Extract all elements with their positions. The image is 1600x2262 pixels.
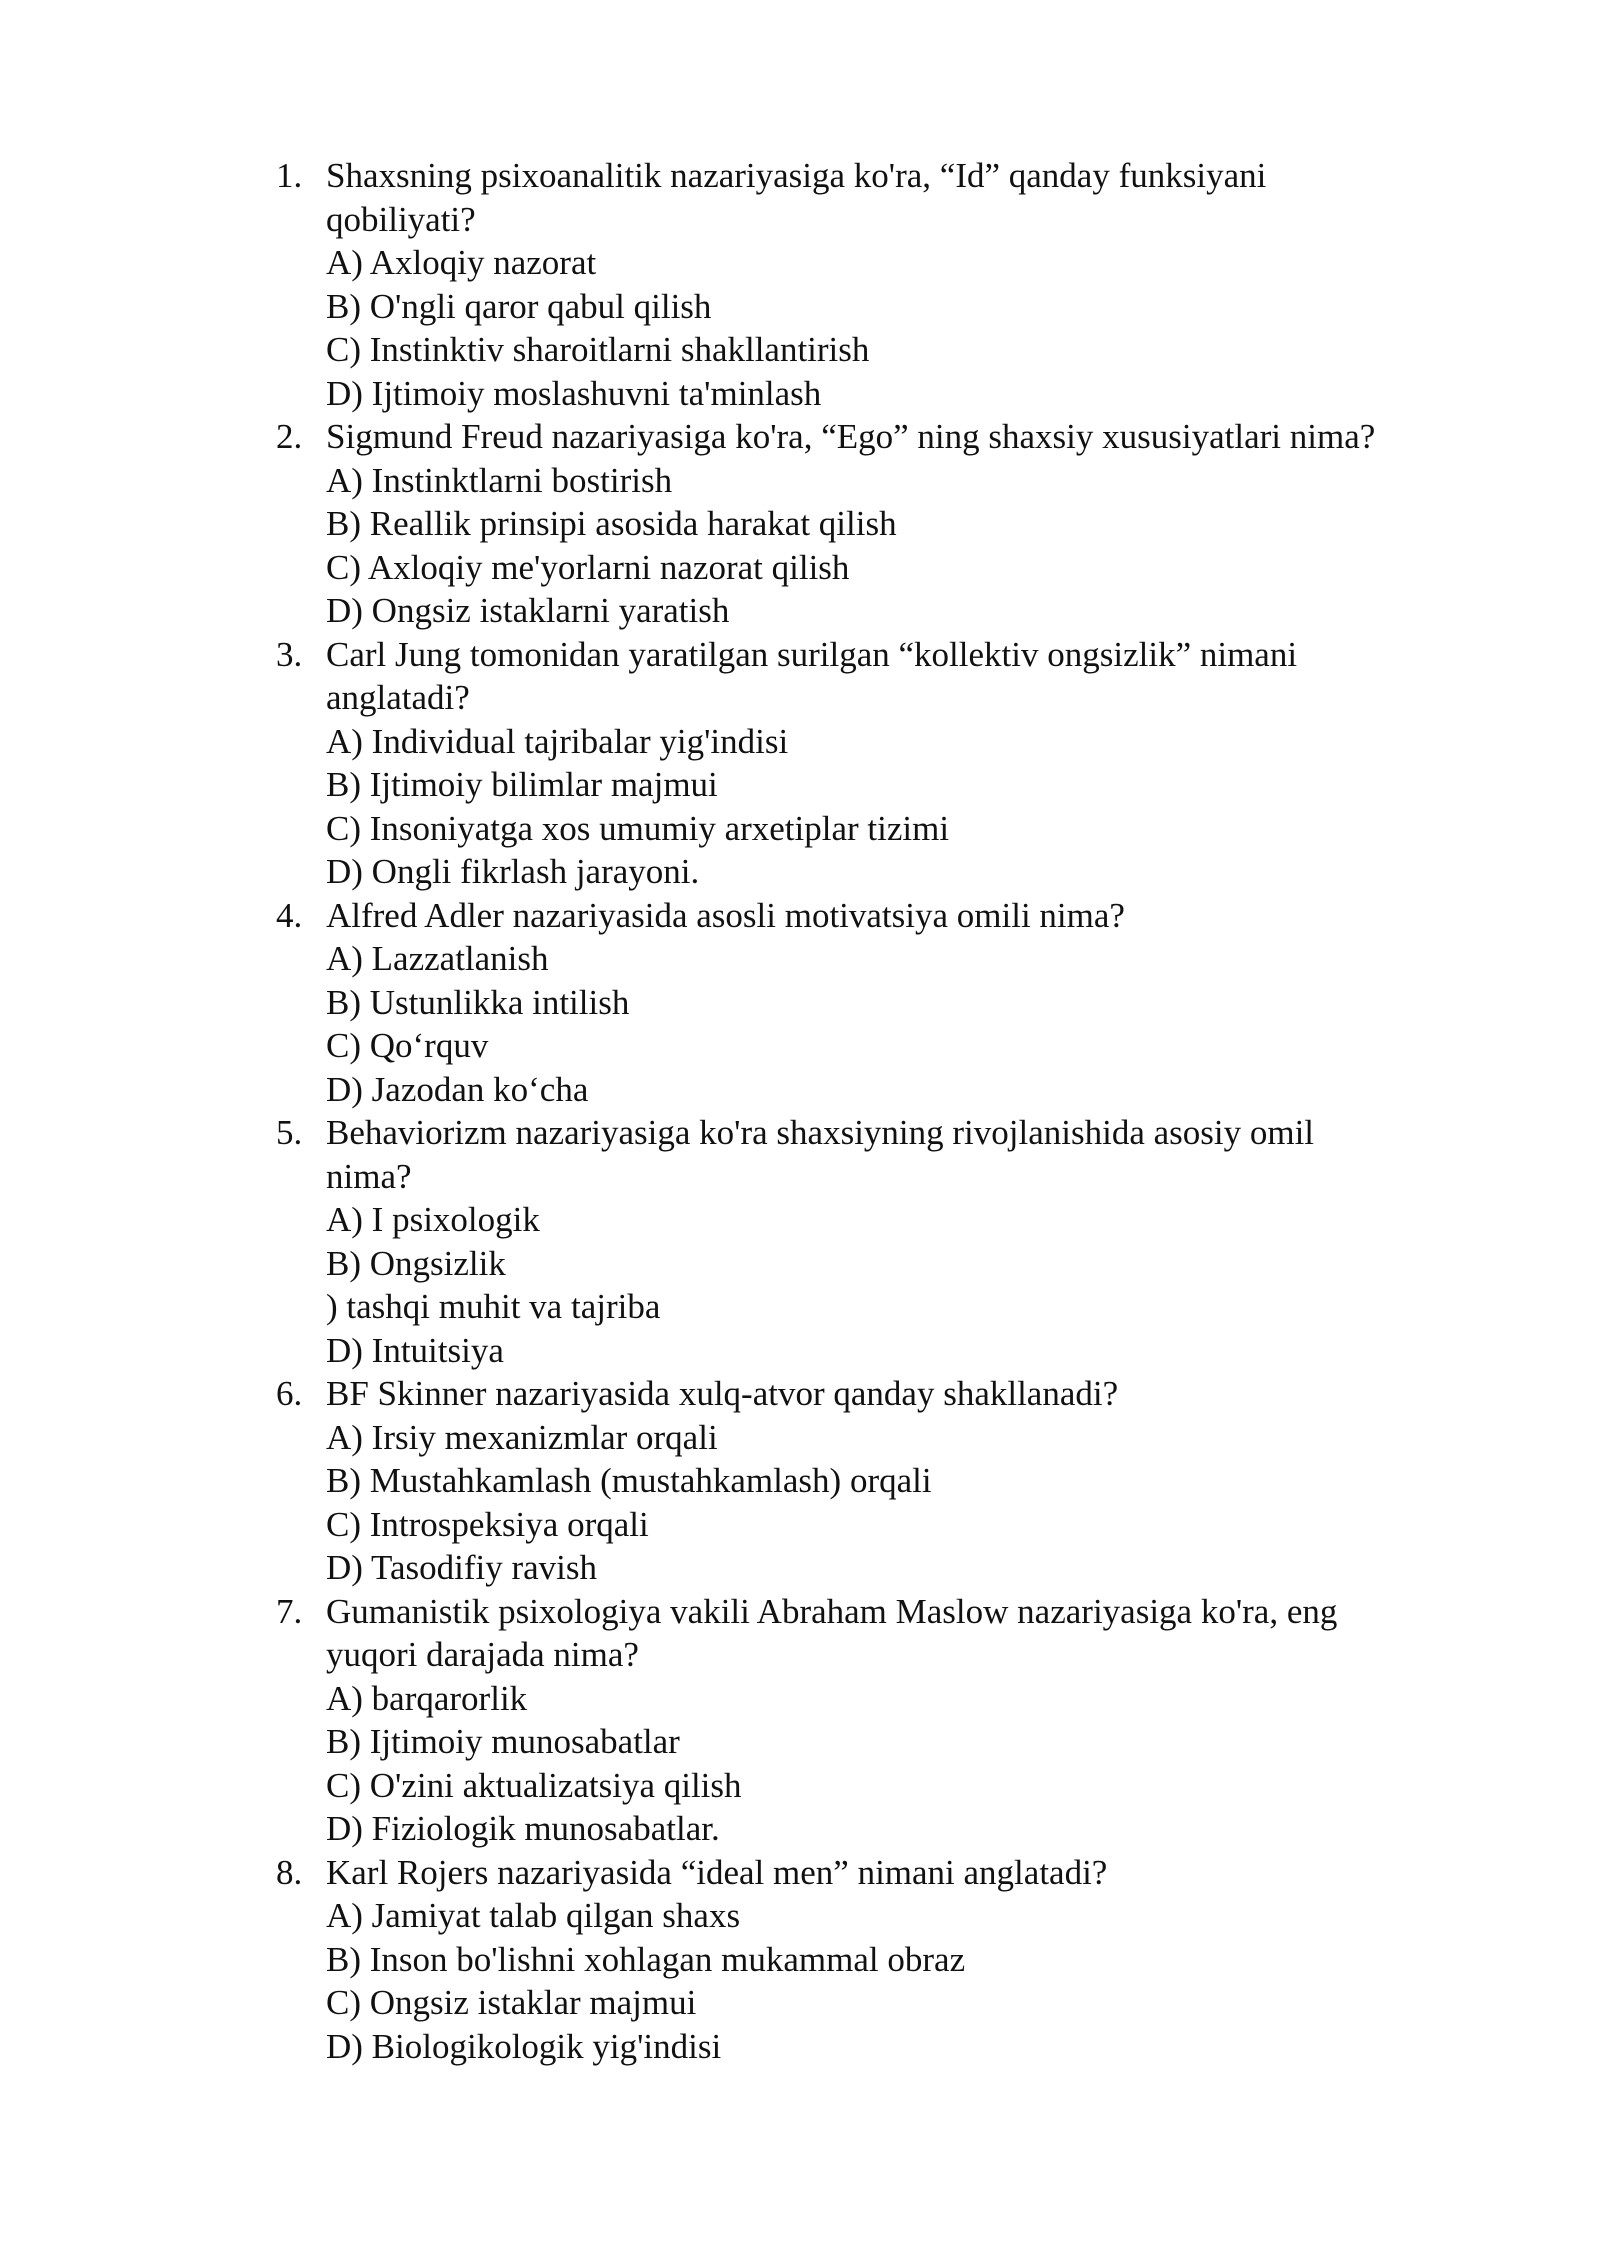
- question-text: Alfred Adler nazariyasida asosli motivatsiya omili nima?: [326, 895, 1125, 935]
- question-text: Behaviorizm nazariyasiga ko'ra shaxsiyning rivojlanishida asosiy omil: [326, 1113, 1315, 1152]
- question-text: Shaxsning psixoanalitik nazariyasiga ko'ra, “Id” qanday funksiyani: [326, 156, 1267, 195]
- question-text: qobiliyati?: [326, 199, 476, 239]
- question-text: Karl Rojers nazariyasida “ideal men” nimani anglatadi?: [326, 1852, 1108, 1892]
- answer-option: [0, 1068, 1600, 1112]
- answer-option-text: A) I psixologik: [326, 1200, 540, 1239]
- answer-option-text: B) Ongsizlik: [326, 1243, 506, 1283]
- answer-option-text: B) Inson bo'lishni xohlagan mukammal obraz: [326, 1939, 966, 1979]
- question-number: 8.: [276, 1852, 303, 1892]
- answer-option-text: B) Reallik prinsipi asosida harakat qilish: [326, 504, 897, 543]
- answer-option-text: D) Biologikologik yig'indisi: [326, 2026, 722, 2066]
- question-text: nima?: [326, 1156, 412, 1196]
- answer-option: [0, 1198, 1600, 1242]
- question-list: [0, 154, 1600, 2068]
- answer-option-text: A) Irsiy mexanizmlar orqali: [326, 1417, 718, 1457]
- answer-option-text: C) O'zini aktualizatsiya qilish: [326, 1765, 742, 1805]
- question-line-continued: [0, 1633, 1600, 1677]
- answer-option-text: C) Qo‘rquv: [326, 1026, 489, 1065]
- answer-option-text: D) Intuitsiya: [326, 1330, 504, 1370]
- question-line-continued: [0, 198, 1600, 242]
- answer-option-text: D) Ongli fikrlash jarayoni.: [326, 852, 700, 891]
- answer-option-text: A) Instinktlarni bostirish: [326, 460, 673, 500]
- answer-option-text: C) Ongsiz istaklar majmui: [326, 1983, 697, 2022]
- answer-option-text: A) Jamiyat talab qilgan shaxs: [326, 1896, 741, 1935]
- answer-option: [0, 328, 1600, 372]
- answer-option: [0, 459, 1600, 503]
- answer-option-text: D) Fiziologik munosabatlar.: [326, 1809, 720, 1848]
- answer-option: [0, 241, 1600, 285]
- answer-option: [0, 1807, 1600, 1851]
- answer-option: [0, 850, 1600, 894]
- question-line-continued: [0, 1155, 1600, 1199]
- answer-option-text: ) tashqi muhit va tajriba: [326, 1287, 661, 1326]
- answer-option: [0, 1677, 1600, 1721]
- answer-option-text: C) Instinktiv sharoitlarni shakllantirish: [326, 330, 870, 369]
- answer-option-text: D) Ongsiz istaklarni yaratish: [326, 591, 730, 630]
- answer-option-text: C) Axloqiy me'yorlarni nazorat qilish: [326, 547, 850, 587]
- answer-option-text: B) O'ngli qaror qabul qilish: [326, 286, 712, 326]
- question-number: 4.: [276, 895, 303, 935]
- answer-option: [0, 2025, 1600, 2069]
- answer-option-text: C) Insoniyatga xos umumiy arxetiplar tizimi: [326, 808, 950, 848]
- answer-option: [0, 1546, 1600, 1590]
- question-text: Sigmund Freud nazariyasiga ko'ra, “Ego” ning shaxsiy xususiyatlari nima?: [326, 417, 1376, 456]
- question-line: [0, 1372, 1600, 1416]
- question-number: 1.: [276, 156, 303, 195]
- answer-option: [0, 807, 1600, 851]
- answer-option: [0, 1720, 1600, 1764]
- answer-option: [0, 1764, 1600, 1808]
- question-number: 3.: [276, 634, 303, 674]
- answer-option-text: B) Ijtimoiy munosabatlar: [326, 1722, 680, 1761]
- answer-option: [0, 1242, 1600, 1286]
- question-line: [0, 1111, 1600, 1155]
- question-line: [0, 154, 1600, 198]
- answer-option: [0, 1503, 1600, 1547]
- question-number: 2.: [276, 417, 303, 456]
- answer-option-text: A) Axloqiy nazorat: [326, 243, 597, 282]
- answer-option: [0, 981, 1600, 1025]
- answer-option-text: A) Lazzatlanish: [326, 939, 549, 978]
- answer-option: [0, 937, 1600, 981]
- question-text: BF Skinner nazariyasida xulq-atvor qanday shakllanadi?: [326, 1374, 1119, 1413]
- answer-option: [0, 720, 1600, 764]
- question-text: yuqori darajada nima?: [326, 1635, 639, 1674]
- answer-option-text: B) Ustunlikka intilish: [326, 982, 630, 1022]
- answer-option-text: B) Ijtimoiy bilimlar majmui: [326, 765, 718, 804]
- answer-option: [0, 1285, 1600, 1329]
- question-line: [0, 1590, 1600, 1634]
- question-line: [0, 633, 1600, 677]
- answer-option-text: D) Ijtimoiy moslashuvni ta'minlash: [326, 373, 822, 413]
- answer-option-text: D) Jazodan ko‘cha: [326, 1069, 589, 1109]
- answer-option-text: A) Individual tajribalar yig'indisi: [326, 721, 789, 761]
- question-text: anglatadi?: [326, 678, 470, 717]
- answer-option: [0, 1329, 1600, 1373]
- answer-option: [0, 1459, 1600, 1503]
- answer-option: [0, 285, 1600, 329]
- answer-option-text: A) barqarorlik: [326, 1678, 528, 1718]
- answer-option: [0, 1416, 1600, 1460]
- question-text: Carl Jung tomonidan yaratilgan surilgan “kollektiv ongsizlik” nimani: [326, 634, 1298, 674]
- answer-option: [0, 763, 1600, 807]
- question-number: 5.: [276, 1113, 303, 1152]
- answer-option-text: B) Mustahkamlash (mustahkamlash) orqali: [326, 1461, 932, 1500]
- question-line: [0, 1851, 1600, 1895]
- answer-option: [0, 372, 1600, 416]
- answer-option: [0, 1938, 1600, 1982]
- question-text: Gumanistik psixologiya vakili Abraham Maslow nazariyasiga ko'ra, eng: [326, 1591, 1338, 1631]
- question-line: [0, 415, 1600, 459]
- question-line-continued: [0, 676, 1600, 720]
- answer-option-text: D) Tasodifiy ravish: [326, 1548, 598, 1587]
- question-number: 7.: [276, 1591, 303, 1631]
- question-number: 6.: [276, 1374, 303, 1413]
- answer-option: [0, 1894, 1600, 1938]
- answer-option: [0, 502, 1600, 546]
- answer-option: [0, 1024, 1600, 1068]
- answer-option-text: C) Introspeksiya orqali: [326, 1504, 649, 1544]
- question-line: [0, 894, 1600, 938]
- answer-option: [0, 546, 1600, 590]
- answer-option: [0, 589, 1600, 633]
- answer-option: [0, 1981, 1600, 2025]
